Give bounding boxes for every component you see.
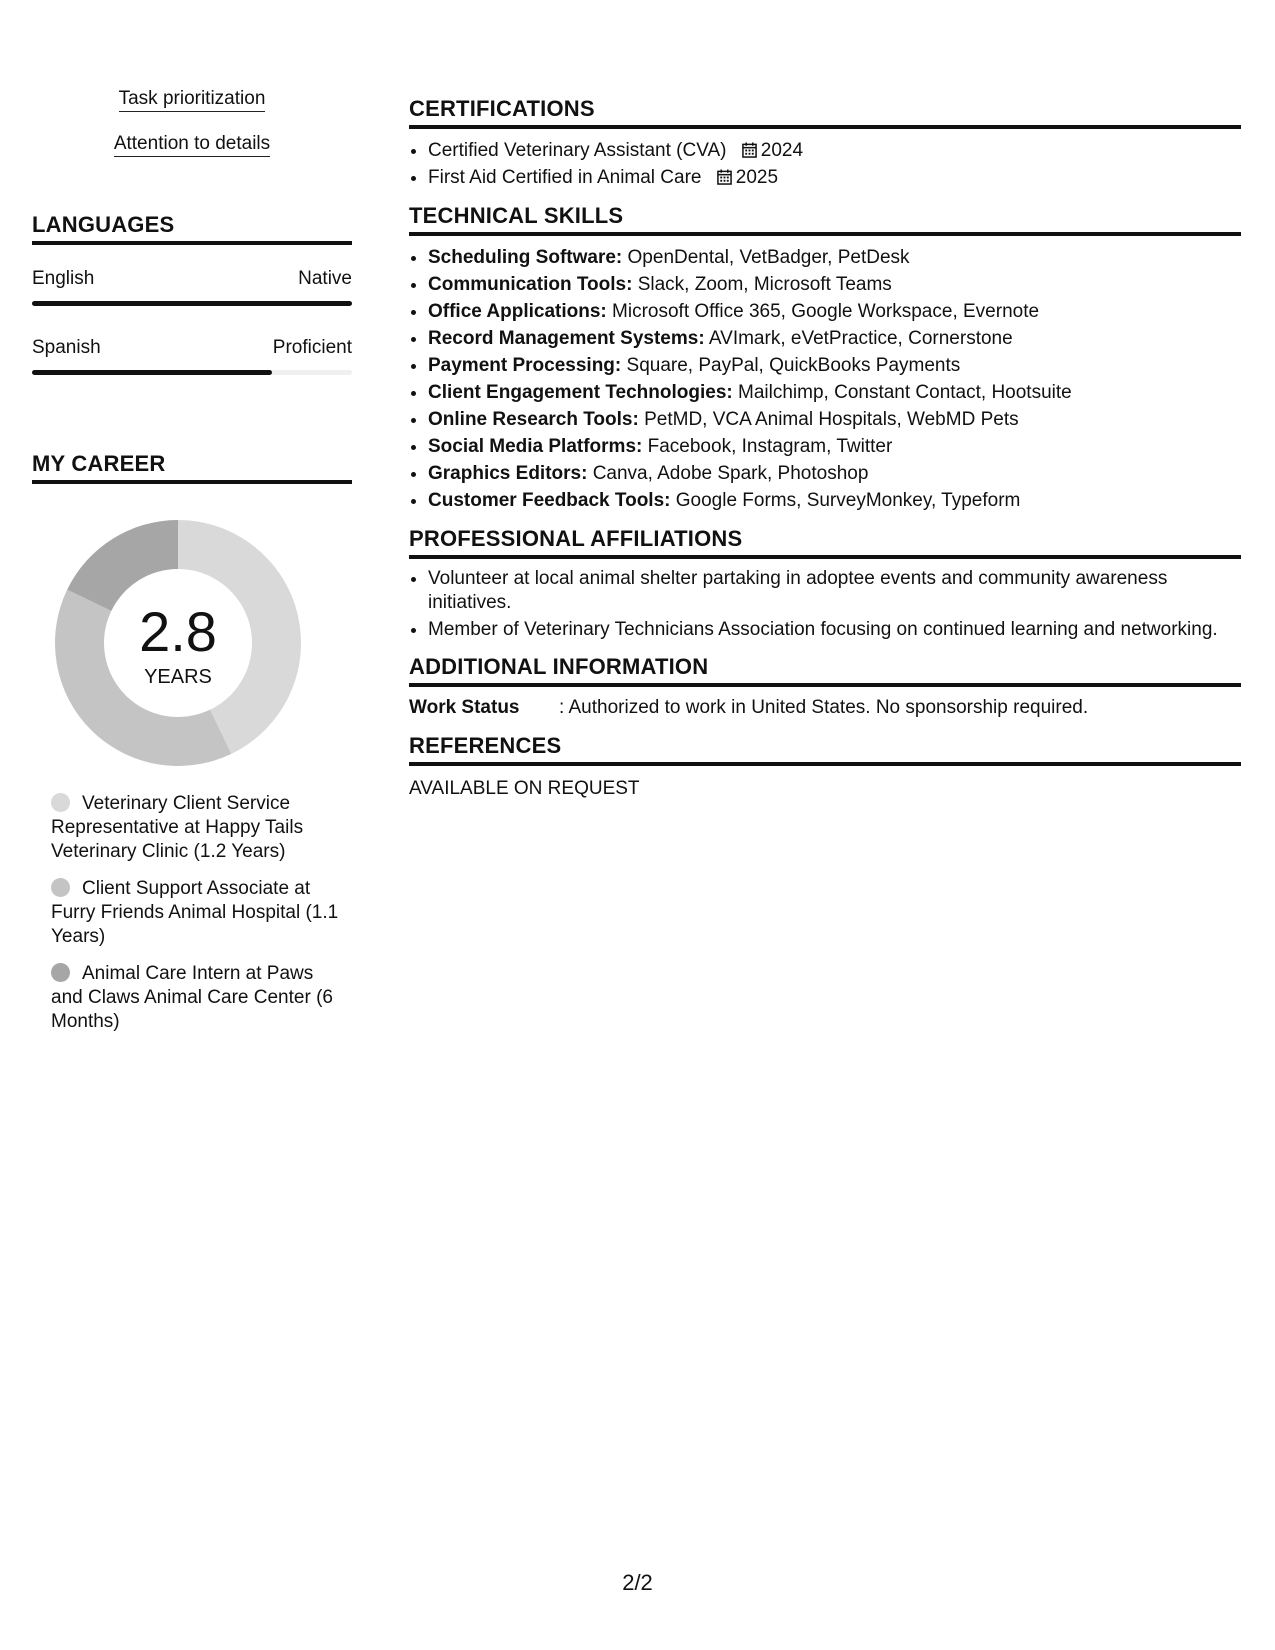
- certifications-section: [409, 96, 1241, 191]
- skill-item: [428, 244, 1241, 271]
- skill-label: Scheduling Software:: [428, 247, 623, 268]
- career-legend-label: Client Support Associate at Furry Friends Animal Hospital (1.1 Years): [51, 878, 339, 947]
- career-total-unit: YEARS: [144, 666, 212, 688]
- certification-year: 2025: [735, 167, 779, 188]
- soft-skill-label: Attention to details: [114, 133, 270, 157]
- certification-item: [428, 164, 1241, 191]
- legend-dot-icon: [51, 793, 70, 812]
- skill-label: Graphics Editors:: [428, 463, 588, 484]
- legend-dot-icon: [51, 878, 70, 897]
- skill-value: Microsoft Office 365, Google Workspace, Evernote: [612, 301, 1040, 322]
- skill-item: [428, 379, 1241, 406]
- career-total-years: 2.8: [139, 600, 217, 663]
- skill-item: [428, 406, 1241, 433]
- certification-name: Certified Veterinary Assistant (CVA): [428, 140, 727, 161]
- skill-label: Payment Processing:: [428, 355, 622, 376]
- skill-label: Customer Feedback Tools:: [428, 490, 671, 511]
- language-level-fill: [32, 370, 272, 375]
- career-heading: MY CAREER: [32, 451, 352, 484]
- skill-label: Client Engagement Technologies:: [428, 382, 733, 403]
- language-level: Proficient: [272, 337, 352, 358]
- work-status-row: [409, 695, 1241, 721]
- legend-dot-icon: [51, 963, 70, 982]
- skill-value: Slack, Zoom, Microsoft Teams: [637, 274, 892, 295]
- certification-year: 2024: [760, 140, 804, 161]
- calendar-icon: [742, 142, 757, 158]
- skill-label: Record Management Systems:: [428, 328, 705, 349]
- skill-value: Mailchimp, Constant Contact, Hootsuite: [738, 382, 1072, 403]
- skill-label: Online Research Tools:: [428, 409, 639, 430]
- soft-skill-label: Task prioritization: [119, 88, 266, 112]
- language-level-bar: [32, 370, 352, 375]
- soft-skill-item: [32, 133, 352, 157]
- affiliation-item: • Member of Veterinary Technicians Association focusing on continued learning and networking.: [428, 618, 1241, 642]
- skill-value: PetMD, VCA Animal Hospitals, WebMD Pets: [644, 409, 1019, 430]
- right-column: [409, 96, 1241, 814]
- references-text: AVAILABLE ON REQUEST: [409, 778, 640, 799]
- soft-skill-item: [32, 88, 352, 112]
- career-legend-item: [51, 962, 341, 1034]
- skill-item: [428, 460, 1241, 487]
- skill-value: Google Forms, SurveyMonkey, Typeform: [675, 490, 1021, 511]
- work-status-key: Work Status: [409, 697, 520, 718]
- language-name: English: [32, 268, 95, 289]
- skill-value: Facebook, Instagram, Twitter: [647, 436, 893, 457]
- references-section: [409, 733, 1241, 802]
- donut-center: [55, 520, 301, 766]
- language-level-fill: [32, 301, 352, 306]
- language-level-bar: [32, 301, 352, 306]
- certification-item: [428, 137, 1241, 164]
- skill-value: AVImark, eVetPractice, Cornerstone: [708, 328, 1013, 349]
- page-number: 2/2: [622, 1570, 653, 1595]
- affiliations-heading: PROFESSIONAL AFFILIATIONS: [409, 526, 1241, 559]
- career-legend-item: [51, 792, 341, 864]
- certifications-heading: CERTIFICATIONS: [409, 96, 1241, 129]
- certification-name: First Aid Certified in Animal Care: [428, 167, 702, 188]
- technical-skills-section: [409, 203, 1241, 514]
- career-donut-chart: [55, 520, 301, 766]
- affiliation-item: • Volunteer at local animal shelter partaking in adoptee events and community awareness initiatives.: [428, 567, 1241, 615]
- skill-item: [428, 487, 1241, 514]
- language-level: Native: [298, 268, 352, 289]
- skill-item: [428, 352, 1241, 379]
- skill-label: Communication Tools:: [428, 274, 633, 295]
- skill-label: Social Media Platforms:: [428, 436, 643, 457]
- skill-item: [428, 433, 1241, 460]
- languages-heading: LANGUAGES: [32, 212, 352, 245]
- additional-info-section: [409, 654, 1241, 721]
- career-legend-label: Veterinary Client Service Representative at Happy Tails Veterinary Clinic (1.2 Years): [51, 793, 304, 862]
- skill-value: OpenDental, VetBadger, PetDesk: [627, 247, 910, 268]
- career-legend-item: [51, 877, 341, 949]
- language-name: Spanish: [32, 337, 101, 358]
- references-heading: REFERENCES: [409, 733, 1241, 766]
- technical-skills-heading: TECHNICAL SKILLS: [409, 203, 1241, 236]
- skill-item: [428, 325, 1241, 352]
- skill-value: Canva, Adobe Spark, Photoshop: [592, 463, 869, 484]
- career-legend: [51, 792, 341, 1047]
- affiliations-section: [409, 526, 1241, 642]
- skill-item: [428, 271, 1241, 298]
- skill-label: Office Applications:: [428, 301, 607, 322]
- work-status-value: : Authorized to work in United States. No sponsorship required.: [559, 697, 1089, 718]
- calendar-icon: [717, 169, 732, 185]
- skill-value: Square, PayPal, QuickBooks Payments: [626, 355, 961, 376]
- additional-info-heading: ADDITIONAL INFORMATION: [409, 654, 1241, 687]
- skill-item: [428, 298, 1241, 325]
- career-legend-label: Animal Care Intern at Paws and Claws Animal Care Center (6 Months): [51, 963, 333, 1032]
